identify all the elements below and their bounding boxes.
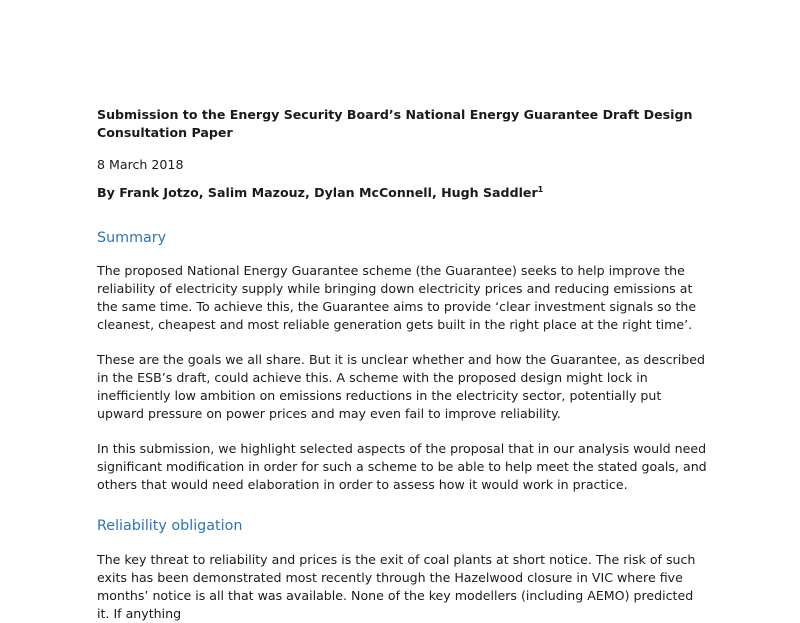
summary-paragraph-2: These are the goals we all share. But it is unclear whether and how the Guarantee, as described in the ESB’s draft, could achieve this. A scheme with the proposed design might lock in inefficiently low ambition on emissions reductions in the electricity sector, potentially put upward pressure on power prices and may even fail to improve reliability. bbox=[97, 352, 705, 421]
document-body bbox=[97, 106, 707, 623]
document-date: 8 March 2018 bbox=[97, 157, 184, 172]
authors-footnote-marker: 1 bbox=[537, 184, 544, 194]
summary-paragraph-3: In this submission, we highlight selected aspects of the proposal that in our analysis would need significant modification in order for such a scheme to be able to help meet the stated goals, and others that would need elaboration in order to assess how it would work in practice. bbox=[97, 441, 707, 492]
reliability-paragraph: The key threat to reliability and prices is the exit of coal plants at short notice. The risk of such exits has been demonstrated most recently through the Hazelwood closure in VIC where five months’ notice is all that was available. None of the key modellers (including AEMO) predicted it. If anything bbox=[97, 552, 696, 621]
authors-text: By Frank Jotzo, Salim Mazouz, Dylan McConnell, Hugh Saddler bbox=[97, 185, 538, 200]
summary-paragraph-1: The proposed National Energy Guarantee scheme (the Guarantee) seeks to help improve the reliability of electricity supply while bringing down electricity prices and reducing emissions at the same time. To achieve this, the Guarantee aims to provide ‘clear investment signals so the cleanest, cheapest and most reliable generation gets built in the right place at the right time’. bbox=[97, 263, 697, 332]
document-title: Submission to the Energy Security Board’s National Energy Guarantee Draft Design Consultation Paper bbox=[97, 107, 693, 140]
summary-heading: Summary bbox=[97, 230, 167, 246]
reliability-heading: Reliability obligation bbox=[97, 518, 243, 534]
document-authors bbox=[97, 184, 707, 202]
